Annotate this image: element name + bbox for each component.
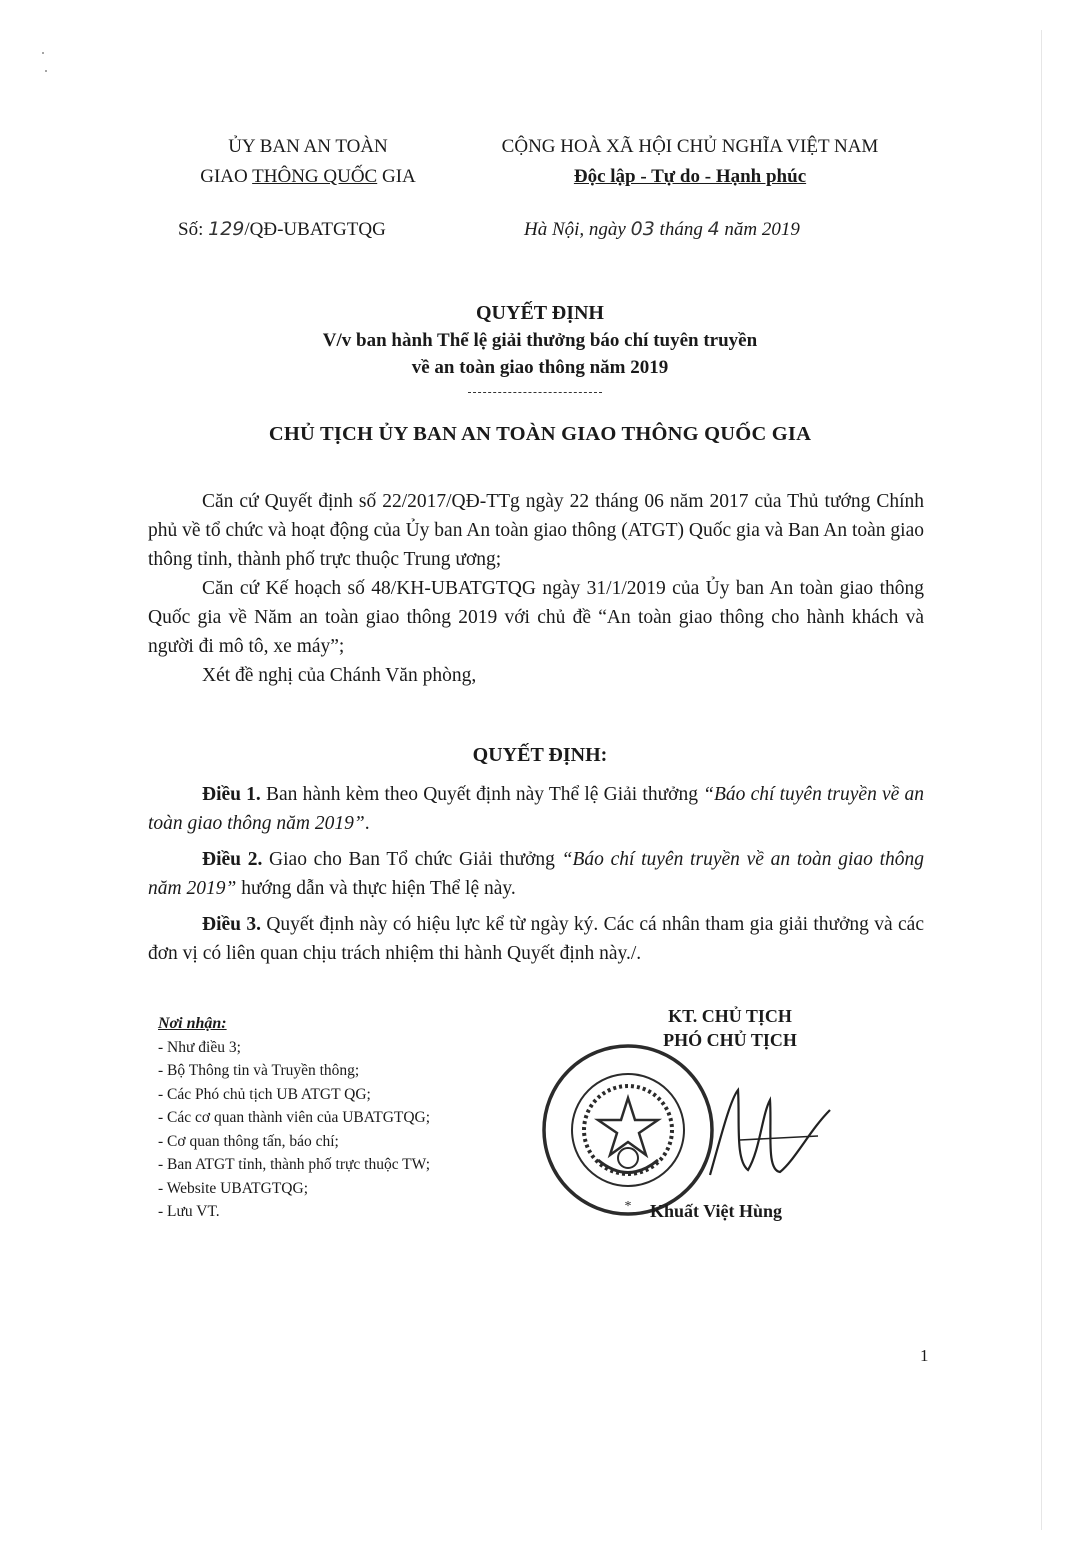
- recipients-title: Nơi nhận:: [158, 1015, 227, 1032]
- recipient-item: - Lưu VT.: [158, 1203, 220, 1220]
- recipient-item: - Các Phó chủ tịch UB ATGT QG;: [158, 1085, 371, 1103]
- recipient-item: - Các cơ quan thành viên của UBATGTQG;: [158, 1109, 431, 1126]
- issuing-organization: [168, 132, 448, 192]
- article-3: Điều 3. Quyết định này có hiệu lực kể từ ngày ký. Các cá nhân tham gia giải thưởng và các đơn vị có liên quan chịu trách nhiệm thi hành Quyết định này./.: [148, 914, 924, 964]
- document-number: Số: 129/QĐ-UBATGTQG: [178, 218, 386, 240]
- nation-name: CỘNG HOÀ XÃ HỘI CHỦ NGHĨA VIỆT NAM: [501, 136, 879, 157]
- title-line-3: về an toàn giao thông năm 2019: [411, 357, 669, 378]
- org-line-2: GIAO THÔNG QUỐC GIA: [200, 166, 416, 187]
- decision-heading: QUYẾT ĐỊNH:: [472, 744, 608, 766]
- article-1: Điều 1. Ban hành kèm theo Quyết định này Thể lệ Giải thưởng “Báo chí tuyên truyền về an toàn giao thông năm 2019”.: [148, 784, 924, 834]
- signer-name: Khuất Việt Hùng: [650, 1201, 783, 1221]
- handwritten-number: 129: [208, 218, 245, 240]
- national-header: [470, 132, 910, 192]
- page-number: 1: [920, 1346, 929, 1365]
- title-line-2: V/v ban hành Thể lệ giải thưởng báo chí tuyên truyền: [322, 330, 758, 351]
- title-divider: [468, 392, 602, 393]
- legal-basis-1: Căn cứ Quyết định số 22/2017/QĐ-TTg ngày 22 tháng 06 năm 2017 của Thủ tướng Chính phủ về tổ chức và hoạt động của Ủy ban An toàn giao thông (ATGT) Quốc gia và Ban An toàn giao thông tỉnh, thành phố trực thuộc Trung ương;: [148, 491, 924, 570]
- recipient-item: - Cơ quan thông tấn, báo chí;: [158, 1132, 339, 1150]
- svg-text:*: *: [624, 1199, 632, 1214]
- scan-edge-line: [1041, 30, 1042, 1530]
- title-line-1: QUYẾT ĐỊNH: [476, 302, 604, 324]
- proposal-note: Xét đề nghị của Chánh Văn phòng,: [202, 665, 477, 686]
- signatory-line-1: KT. CHỦ TỊCH: [668, 1006, 792, 1026]
- national-motto: Độc lập - Tự do - Hạnh phúc: [573, 166, 807, 187]
- preamble: [148, 487, 924, 690]
- official-seal-icon: [538, 1040, 718, 1220]
- document-title: [160, 300, 920, 381]
- scan-speck: [42, 52, 44, 54]
- handwritten-month: 4: [707, 218, 720, 240]
- recipient-item: - Ban ATGT tỉnh, thành phố trực thuộc TW;: [158, 1156, 431, 1173]
- issuing-authority: CHỦ TỊCH ỦY BAN AN TOÀN GIAO THÔNG QUỐC GIA: [268, 423, 812, 445]
- recipient-item: - Như điều 3;: [158, 1038, 241, 1056]
- recipient-item: - Website UBATGTQG;: [158, 1179, 309, 1197]
- article-2: Điều 2. Giao cho Ban Tổ chức Giải thưởng “Báo chí tuyên truyền về an toàn giao thông năm 2019” hướng dẫn và thực hiện Thể lệ này.: [148, 849, 925, 899]
- legal-basis-2: Căn cứ Kế hoạch số 48/KH-UBATGTQG ngày 31/1/2019 của Ủy ban An toàn giao thông Quốc gia về Năm an toàn giao thông 2019 với chủ đề “An toàn giao thông cho hành khách và người đi mô tô, xe máy”;: [148, 578, 924, 657]
- handwritten-day: 03: [630, 218, 655, 240]
- org-line-1: ỦY BAN AN TOÀN: [228, 136, 388, 157]
- scan-speck: [45, 70, 47, 72]
- signatory-line-2: PHÓ CHỦ TỊCH: [663, 1030, 797, 1050]
- document-date: Hà Nội, ngày 03 tháng 4 năm 2019: [524, 218, 800, 240]
- recipients-list: [158, 1012, 538, 1224]
- handwritten-signature-icon: [700, 1080, 840, 1190]
- articles: [148, 780, 924, 968]
- recipient-item: - Bộ Thông tin và Truyền thông;: [158, 1062, 360, 1079]
